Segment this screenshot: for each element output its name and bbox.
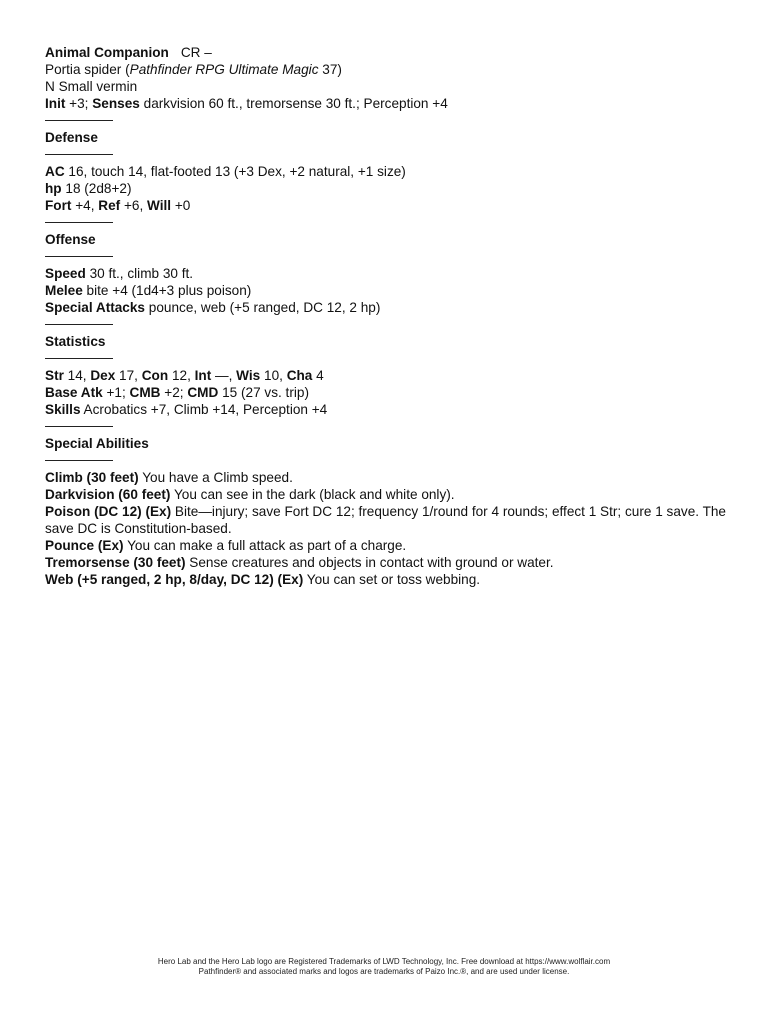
ability-text: You can make a full attack as part of a charge. [123, 538, 407, 553]
cmd-label: CMD [187, 385, 219, 400]
ability-label: Poison (DC 12) (Ex) [45, 504, 172, 519]
section-divider [45, 324, 113, 325]
race-source: Pathfinder RPG Ultimate Magic [129, 62, 319, 77]
ability-text: You have a Climb speed. [138, 470, 293, 485]
init-value: +3; [65, 96, 93, 111]
special-abilities-heading: Special Abilities [45, 436, 149, 451]
ability-text: You can set or toss webbing. [303, 572, 481, 587]
senses-label: Senses [92, 96, 140, 111]
section-divider [45, 154, 113, 155]
section-divider [45, 460, 113, 461]
combat-maneuver-line [45, 384, 735, 401]
int-label: Int [194, 368, 212, 383]
special-attacks-value: pounce, web (+5 ranged, DC 12, 2 hp) [145, 300, 381, 315]
ability-text: Bite—injury; save Fort DC 12; frequency 1/round for 4 rounds; effect 1 Str; cure 1 save. The save DC is Constitution-based. [45, 504, 726, 536]
ability-text: You can see in the dark (black and white only). [170, 487, 455, 502]
ability-text: Sense creatures and objects in contact with ground or water. [185, 555, 554, 570]
will-label: Will [147, 198, 172, 213]
special-attacks-line [45, 299, 735, 316]
legal-footer [0, 957, 768, 977]
ability-label: Climb (30 feet) [45, 470, 139, 485]
skills-value: Acrobatics +7, Climb +14, Perception +4 [80, 402, 328, 417]
senses-value: darkvision 60 ft., tremorsense 30 ft.; Perception +4 [139, 96, 448, 111]
saves-line [45, 197, 735, 214]
hp-label: hp [45, 181, 62, 196]
creature-name-line [45, 44, 735, 61]
alignment-size-type: N Small vermin [45, 79, 138, 94]
skills-line [45, 401, 735, 418]
ref-label: Ref [98, 198, 121, 213]
cmb-value: +2; [160, 385, 188, 400]
creature-race-line [45, 61, 735, 78]
cmd-value: 15 (27 vs. trip) [218, 385, 309, 400]
section-divider [45, 222, 113, 223]
con-value: 12, [168, 368, 195, 383]
special-attacks-label: Special Attacks [45, 300, 145, 315]
ac-line [45, 163, 735, 180]
defense-heading: Defense [45, 130, 98, 145]
hp-line [45, 180, 735, 197]
melee-line [45, 282, 735, 299]
creature-name: Animal Companion [45, 45, 169, 60]
str-value: 14, [63, 368, 91, 383]
ac-value: 16, touch 14, flat-footed 13 (+3 Dex, +2 natural, +1 size) [64, 164, 406, 179]
ability-label: Pounce (Ex) [45, 538, 124, 553]
bab-label: Base Atk [45, 385, 103, 400]
will-value: +0 [171, 198, 191, 213]
offense-heading: Offense [45, 232, 96, 247]
stat-block [45, 44, 735, 588]
speed-value: 30 ft., climb 30 ft. [85, 266, 194, 281]
cha-label: Cha [286, 368, 313, 383]
dex-label: Dex [90, 368, 116, 383]
ability-web [45, 571, 735, 588]
ability-label: Tremorsense (30 feet) [45, 555, 186, 570]
ability-pounce [45, 537, 735, 554]
fort-value: +4, [71, 198, 99, 213]
con-label: Con [141, 368, 169, 383]
ref-value: +6, [120, 198, 148, 213]
ability-tremorsense [45, 554, 735, 571]
dex-value: 17, [115, 368, 142, 383]
cha-value: 4 [312, 368, 324, 383]
init-label: Init [45, 96, 66, 111]
section-divider [45, 358, 113, 359]
race-prefix: Portia spider ( [45, 62, 130, 77]
ability-poison [45, 503, 735, 537]
fort-label: Fort [45, 198, 72, 213]
ability-darkvision [45, 486, 735, 503]
section-divider [45, 120, 113, 121]
hp-value: 18 (2d8+2) [61, 181, 132, 196]
wis-value: 10, [260, 368, 287, 383]
race-suffix: 37) [318, 62, 342, 77]
section-divider [45, 256, 113, 257]
ability-scores-line [45, 367, 735, 384]
footer-license-line: Pathfinder® and associated marks and logos are trademarks of Paizo Inc.®, and are used under license. [198, 967, 570, 976]
section-divider [45, 426, 113, 427]
melee-value: bite +4 (1d4+3 plus poison) [82, 283, 252, 298]
ability-label: Darkvision (60 feet) [45, 487, 171, 502]
ac-label: AC [45, 164, 65, 179]
bab-value: +1; [102, 385, 130, 400]
statistics-heading: Statistics [45, 334, 106, 349]
wis-label: Wis [236, 368, 261, 383]
melee-label: Melee [45, 283, 83, 298]
challenge-rating: CR – [180, 45, 212, 60]
cmb-label: CMB [129, 385, 161, 400]
speed-label: Speed [45, 266, 86, 281]
footer-trademark-line: Hero Lab and the Hero Lab logo are Registered Trademarks of LWD Technology, Inc. Free download at https://www.wolflair.com [157, 957, 611, 966]
speed-line [45, 265, 735, 282]
init-senses-line [45, 95, 735, 112]
ability-label: Web (+5 ranged, 2 hp, 8/day, DC 12) (Ex) [45, 572, 304, 587]
skills-label: Skills [45, 402, 81, 417]
str-label: Str [45, 368, 64, 383]
ability-climb [45, 469, 735, 486]
int-value: —, [211, 368, 237, 383]
